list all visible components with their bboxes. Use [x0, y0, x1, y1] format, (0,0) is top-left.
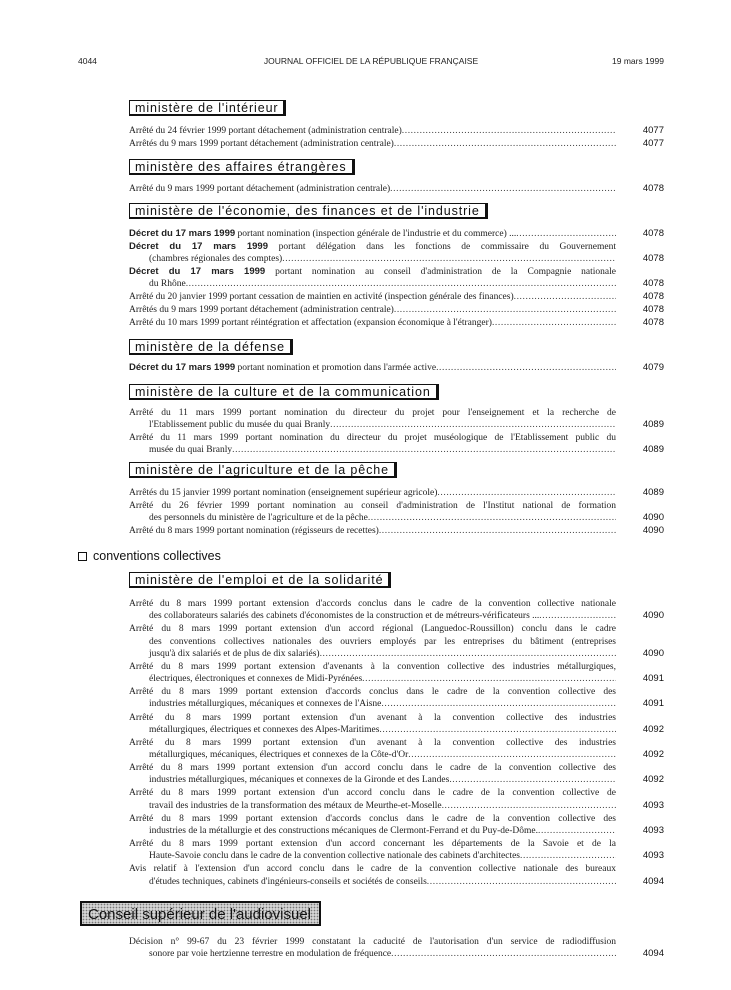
entry-text: Arrêté du 8 mars 1999 portant extension d'un accord concernant les départements de la Savoie et de la	[129, 839, 616, 849]
leader-dots	[330, 419, 616, 431]
ministry-heading: ministère de la défense	[129, 339, 293, 355]
entry-text: Arrêté du 8 mars 1999 portant extension d'avenants à la convention collective des industries métallurgiques,	[129, 661, 616, 672]
entry-line	[129, 278, 616, 290]
toc-entry[interactable]	[129, 623, 664, 660]
entry-text: travail des industries de la transformation des métaux de Meurthe-et-Moselle	[149, 800, 442, 811]
entry-page-number: 4078	[642, 278, 664, 290]
toc-entry[interactable]	[129, 686, 664, 711]
leader-dots	[449, 774, 616, 786]
entry-line	[129, 125, 616, 137]
section-title: conventions collectives	[93, 549, 221, 563]
entry-line	[129, 598, 616, 610]
leader-dots	[368, 512, 616, 524]
toc-entry[interactable]	[129, 598, 664, 623]
entry-text: Haute-Savoie conclu dans le cadre de la convention collective nationale des cabinets d'architectes	[149, 851, 520, 862]
toc-entry[interactable]	[129, 762, 664, 787]
leader-dots	[539, 610, 616, 622]
entry-text: Décret du 17 mars 1999 portant nomination et promotion dans l'armée active	[129, 362, 437, 373]
entry-text: industries métallurgiques, mécaniques et connexes de l'Aisne	[149, 699, 382, 710]
toc-entry[interactable]	[129, 863, 664, 888]
entry-line	[129, 648, 616, 660]
leader-dots	[437, 487, 616, 499]
entry-line	[129, 419, 616, 431]
entry-page-number: 4089	[642, 487, 664, 498]
entry-text: musée du quai Branly	[149, 445, 233, 456]
toc-entry[interactable]	[129, 838, 664, 863]
entry-line	[129, 183, 616, 195]
entry-text: des conventions collectives nationales des ouvriers employés par les entreprises du bâtiment (entreprises	[149, 636, 616, 647]
entry-page-number: 4090	[642, 647, 664, 659]
issue-date: 19 mars 1999	[612, 56, 664, 66]
entry-line	[129, 362, 616, 374]
entry-line	[129, 138, 616, 150]
ministry-heading: ministère de l'agriculture et de la pêche	[129, 462, 397, 478]
leader-dots	[232, 444, 616, 456]
running-head	[78, 56, 664, 70]
entry-page-number: 4092	[642, 723, 664, 735]
entry-line	[129, 266, 616, 278]
entry-text: électriques, électroniques et connexes de Midi-Pyrénées	[149, 674, 363, 685]
leader-dots	[391, 948, 616, 960]
leader-dots	[402, 125, 616, 137]
leader-dots	[442, 800, 616, 812]
entry-text: métallurgiques, mécaniques, électriques et connexes de la Côte-d'Or	[149, 750, 409, 761]
entry-line	[129, 241, 616, 253]
toc-entry[interactable]	[129, 787, 664, 812]
entry-page-number: 4078	[642, 253, 664, 265]
entry-decree-label: Décret du 17 mars 1999	[129, 240, 268, 252]
entry-text: Arrêté du 26 février 1999 portant nomination au conseil d'administration de l'Institut national de formation	[129, 500, 616, 511]
entry-line	[129, 749, 616, 761]
leader-dots	[186, 278, 616, 290]
entry-line	[129, 724, 616, 736]
journal-title: JOURNAL OFFICIEL DE LA RÉPUBLIQUE FRANÇAISE	[263, 56, 479, 66]
leader-dots	[408, 749, 616, 761]
entry-page-number: 4078	[642, 228, 664, 239]
entry-text: Arrêtés du 15 janvier 1999 portant nomination (enseignement supérieur agricole)	[129, 488, 438, 498]
entry-text: Arrêtés du 9 mars 1999 portant détachement (administration centrale)	[129, 138, 394, 149]
toc-entry[interactable]	[129, 125, 664, 137]
entry-text: Arrêté du 8 mars 1999 portant extension d'un avenant à la convention collective des industries	[129, 712, 616, 723]
toc-entry[interactable]	[129, 661, 664, 686]
toc-entry[interactable]	[129, 737, 664, 762]
entry-line	[129, 850, 616, 862]
entry-page-number: 4090	[642, 512, 664, 524]
leader-dots	[520, 850, 616, 862]
entry-text: d'études techniques, cabinets d'ingénieurs-conseils et sociétés de conseils	[149, 876, 427, 887]
leader-dots	[381, 698, 616, 710]
entry-line	[129, 673, 616, 685]
entry-line	[129, 661, 616, 673]
checkbox-square-icon	[78, 552, 87, 561]
entry-decree-label: Décret du 17 mars 1999	[129, 362, 236, 373]
entry-line	[129, 623, 616, 635]
entry-text: Arrêté du 11 mars 1999 portant nomination du directeur du projet pour l'enseignement et la recherche de	[129, 408, 616, 418]
entry-page-number: 4078	[642, 317, 664, 329]
entry-line	[129, 787, 616, 799]
ministry-heading: ministère de l'intérieur	[129, 100, 286, 116]
entry-text: Arrêté du 8 mars 1999 portant extension d'accords conclus dans le cadre de la convention collective des	[129, 687, 616, 698]
entry-text: Arrêté du 9 mars 1999 portant détachement (administration centrale)	[129, 184, 391, 194]
entry-text: Arrêté du 10 mars 1999 portant réintégration et affectation (expansion économique à l'étranger)	[129, 318, 492, 329]
entry-line	[129, 698, 616, 710]
toc-entry[interactable]	[129, 317, 664, 329]
leader-dots	[394, 304, 616, 316]
entry-line	[129, 432, 616, 444]
toc-entry[interactable]	[129, 183, 664, 195]
entry-line	[129, 936, 616, 948]
entry-text: Arrêté du 8 mars 1999 portant extension d'un avenant à la convention collective des industries	[129, 737, 616, 748]
entry-page-number: 4093	[642, 824, 664, 836]
entry-line	[129, 686, 616, 698]
entry-text: Arrêté du 8 mars 1999 portant extension d'accords conclus dans le cadre de la convention collective nationale	[129, 599, 616, 609]
entry-text: Arrêté du 24 février 1999 portant détachement (administration centrale)	[129, 126, 402, 136]
entry-line	[129, 525, 616, 537]
toc-entry[interactable]	[129, 525, 664, 537]
leader-dots	[538, 825, 616, 837]
leader-dots	[379, 724, 616, 736]
entry-page-number: 4077	[642, 125, 664, 136]
entry-line	[129, 512, 616, 524]
entry-page-number: 4078	[642, 304, 664, 316]
entry-line	[129, 838, 616, 850]
leader-dots	[514, 291, 616, 303]
entry-text: métallurgiques, électriques et connexes des Alpes-Maritimes	[149, 724, 380, 735]
entry-text: Arrêté du 20 janvier 1999 portant cessation de maintien en activité (inspection générale des finances)	[129, 292, 514, 303]
entry-text: Décision n° 99-67 du 23 février 1999 constatant la caducité de l'autorisation d'un service de radiodiffusion	[129, 937, 616, 947]
ministry-heading: ministère de l'emploi et de la solidarité	[129, 572, 391, 588]
leader-dots	[362, 673, 616, 685]
entry-text: Avis relatif à l'extension d'un accord conclu dans le cadre de la convention collective nationale des bureaux	[129, 864, 616, 875]
toc-entry[interactable]	[129, 487, 664, 499]
entry-line	[129, 228, 616, 240]
toc-entry[interactable]	[129, 240, 664, 266]
toc-entry[interactable]	[129, 304, 664, 316]
toc-entry[interactable]	[129, 362, 664, 374]
entry-text: Décret du 17 mars 1999 portant nomination au conseil d'administration de la Compagnie nationale	[129, 266, 616, 278]
toc-entry[interactable]	[129, 407, 664, 432]
entry-text: jusqu'à dix salariés et de plus de dix salariés)	[149, 648, 320, 659]
leader-dots	[390, 183, 616, 195]
entry-text: Arrêté du 11 mars 1999 portant nomination du directeur du projet muséologique de l'Etablissement public du	[129, 433, 616, 444]
entry-line	[129, 863, 616, 875]
entry-line	[129, 500, 616, 512]
entry-text: Arrêté du 8 mars 1999 portant nomination (régisseurs de recettes)	[129, 526, 379, 537]
entry-line	[129, 487, 616, 499]
toc-entry[interactable]	[129, 936, 664, 961]
entry-text: sonore par voie hertzienne terrestre en modulation de fréquence	[149, 949, 392, 960]
toc-entry[interactable]	[129, 500, 664, 525]
entry-line	[129, 737, 616, 749]
section-heading	[78, 549, 221, 563]
entry-line	[129, 876, 616, 888]
entry-line	[129, 813, 616, 825]
entry-line	[129, 774, 616, 786]
entry-page-number: 4078	[642, 183, 664, 194]
entry-page-number: 4093	[642, 850, 664, 862]
entry-text: du Rhône	[149, 279, 186, 290]
ministry-heading: ministère de la culture et de la communication	[129, 384, 439, 400]
entry-page-number: 4089	[642, 419, 664, 431]
entry-text: (chambres régionales des comptes)	[149, 254, 283, 265]
entry-page-number: 4089	[642, 444, 664, 456]
leader-dots	[394, 138, 616, 150]
entry-line	[129, 253, 616, 265]
entry-line	[129, 610, 616, 622]
leader-dots	[427, 876, 616, 888]
toc-entry[interactable]	[129, 137, 664, 150]
entry-text: Arrêté du 8 mars 1999 portant extension d'accords conclus dans le cadre de la convention collective des	[129, 813, 616, 824]
page-number: 4044	[78, 56, 97, 66]
leader-dots	[492, 317, 616, 329]
entry-decree-label: Décret du 17 mars 1999	[129, 228, 236, 239]
entry-text: Arrêté du 8 mars 1999 portant extension d'un accord régional (Languedoc-Roussillon) conclu dans le cadre	[129, 624, 616, 635]
leader-dots	[436, 362, 616, 374]
toc-entry[interactable]	[129, 266, 664, 291]
entry-decree-label: Décret du 17 mars 1999	[129, 266, 266, 278]
entry-line	[129, 291, 616, 303]
entry-page-number: 4079	[642, 362, 664, 373]
entry-text: Arrêté du 8 mars 1999 portant extension d'un accord conclu dans le cadre de la convention collective des	[129, 763, 616, 774]
toc-entry[interactable]	[129, 228, 664, 240]
entry-line	[129, 444, 616, 456]
leader-dots	[516, 228, 616, 240]
entry-page-number: 4090	[642, 525, 664, 537]
entry-text: Décret du 17 mars 1999 portant nomination (inspection générale de l'industrie et du commerce) ...	[129, 228, 517, 239]
entry-page-number: 4091	[642, 698, 664, 710]
leader-dots	[320, 648, 616, 660]
entry-text: Arrêté du 8 mars 1999 portant extension d'un accord conclu dans le cadre de la convention collective de	[129, 788, 616, 799]
entry-line	[129, 304, 616, 316]
toc-entry[interactable]	[129, 432, 664, 457]
entry-line	[129, 317, 616, 329]
ministry-heading: ministère des affaires étrangères	[129, 159, 355, 175]
entry-page-number: 4092	[642, 749, 664, 761]
entry-line	[129, 712, 616, 724]
entry-page-number: 4092	[642, 774, 664, 786]
entry-text: des collaborateurs salariés des cabinets d'économistes de la construction et de métreurs-vérificateurs ...	[149, 611, 540, 622]
entry-line	[129, 407, 616, 419]
ministry-heading: ministère de l'économie, des finances et de l'industrie	[129, 203, 488, 219]
entry-text: industries métallurgiques, mécaniques et connexes de la Gironde et des Landes	[149, 775, 450, 786]
entry-page-number: 4091	[642, 673, 664, 685]
toc-entry[interactable]	[129, 712, 664, 737]
entry-page-number: 4094	[642, 875, 664, 887]
entry-page-number: 4077	[642, 137, 664, 149]
leader-dots	[282, 253, 616, 265]
entry-page-number: 4094	[642, 948, 664, 960]
toc-entry[interactable]	[129, 291, 664, 303]
entry-text: Arrêtés du 9 mars 1999 portant détachement (administration centrale)	[129, 305, 394, 316]
entry-page-number: 4090	[642, 610, 664, 622]
entry-line	[129, 636, 616, 648]
entry-line	[129, 800, 616, 812]
csa-heading: Conseil supérieur de l'audiovisuel	[80, 901, 321, 926]
toc-entry[interactable]	[129, 813, 664, 838]
entry-line	[129, 948, 616, 960]
entry-text: Décret du 17 mars 1999 portant délégation dans les fonctions de commissaire du Gouvernement	[129, 240, 616, 252]
entry-text: industries de la métallurgie et des constructions mécaniques de Clermont-Ferrand et du Puy-de-Dôme.	[149, 825, 538, 836]
entry-line	[129, 762, 616, 774]
entry-line	[129, 825, 616, 837]
entry-text: l'Etablissement public du musée du quai Branly	[149, 420, 331, 431]
entry-text: des personnels du ministère de l'agriculture et de la pêche	[149, 513, 368, 524]
entry-page-number: 4093	[642, 799, 664, 811]
leader-dots	[379, 525, 616, 537]
entry-page-number: 4078	[642, 291, 664, 303]
